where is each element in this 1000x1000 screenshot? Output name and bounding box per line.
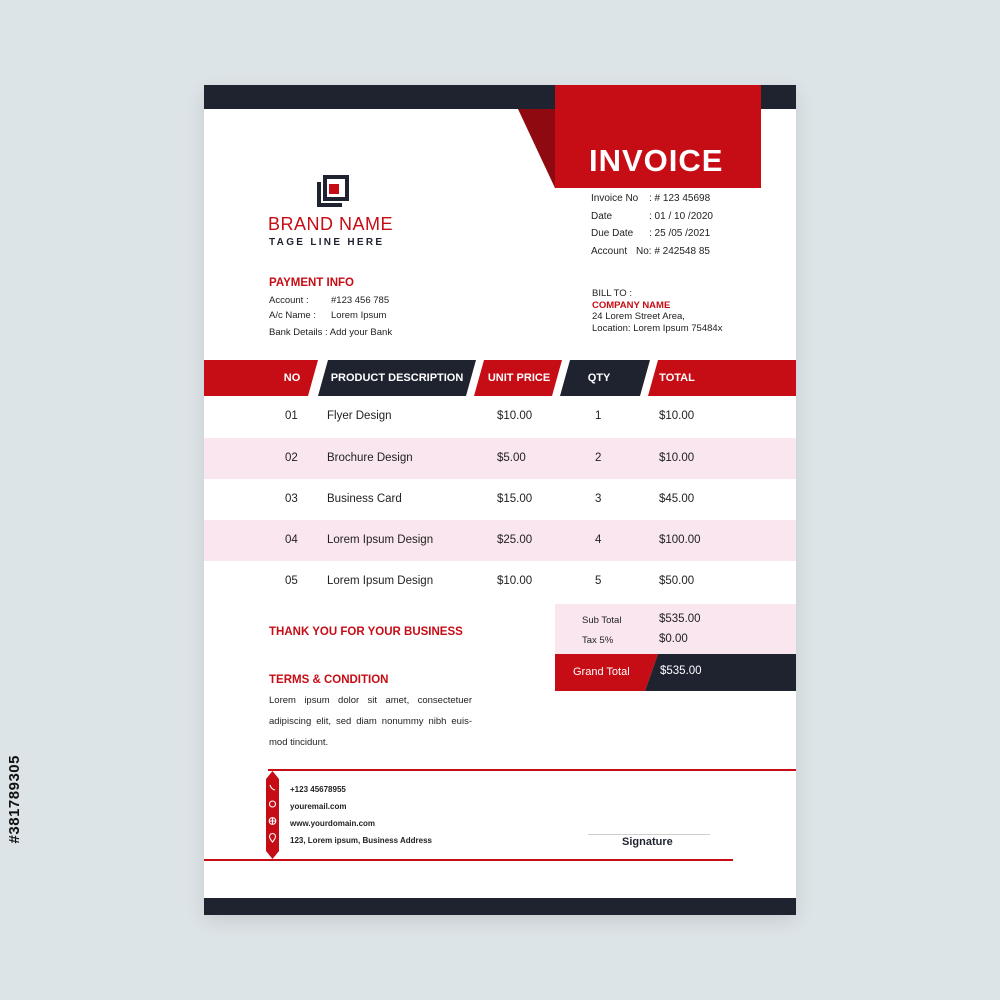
row-description: Business Card — [327, 493, 402, 505]
brand-logo-icon — [316, 174, 350, 208]
payment-ac-name: A/c Name : Lorem Ipsum — [269, 310, 387, 321]
table-row — [204, 438, 796, 479]
table-row — [204, 520, 796, 561]
table-row — [204, 561, 796, 602]
stock-id-text: #381789305 — [6, 755, 23, 844]
row-total: $50.00 — [659, 575, 695, 587]
meta-row-account: Account No: # 242548 85 — [591, 245, 710, 257]
row-unit-price: $25.00 — [497, 534, 533, 546]
tax-value: $0.00 — [659, 633, 688, 645]
row-no: 01 — [285, 410, 298, 422]
signature-label: Signature — [622, 836, 673, 848]
subtotal-box — [555, 604, 796, 654]
row-unit-price: $5.00 — [497, 452, 526, 464]
invoice-sheet — [204, 85, 796, 915]
row-description: Lorem Ipsum Design — [327, 534, 434, 546]
contact-phone: +123 45678955 — [290, 785, 346, 794]
meta-row-date: Date : 01 / 10 /2020 — [591, 210, 713, 222]
invoice-meta — [591, 193, 713, 263]
tax-label: Tax 5% — [582, 635, 614, 646]
brand-name: BRAND NAME — [268, 214, 394, 234]
row-description: Brochure Design — [327, 452, 413, 464]
payment-info — [269, 293, 392, 340]
row-description: Flyer Design — [327, 410, 392, 422]
row-no: 02 — [285, 452, 298, 464]
footer-divider-top — [268, 769, 796, 771]
row-unit-price: $15.00 — [497, 493, 533, 505]
row-no: 03 — [285, 493, 298, 505]
row-qty: 5 — [595, 575, 602, 587]
row-description: Lorem Ipsum Design — [327, 575, 434, 587]
col-header-total: TOTAL — [659, 372, 695, 384]
row-total: $10.00 — [659, 410, 695, 422]
col-header-no: NO — [283, 372, 301, 384]
payment-account: Account : #123 456 785 — [269, 295, 390, 306]
grand-total-label: Grand Total — [573, 666, 630, 678]
signature-line — [588, 834, 710, 835]
row-total: $45.00 — [659, 493, 695, 505]
bill-to — [592, 288, 722, 334]
contact-ribbon — [266, 771, 279, 859]
brand-tagline: TAGE LINE HERE — [269, 237, 385, 248]
bottom-dark-bar — [204, 898, 796, 915]
bill-to-address2: Location: Lorem Ipsum 75484x — [592, 322, 723, 334]
contact-website: www.yourdomain.com — [290, 819, 376, 828]
row-no: 05 — [285, 575, 298, 587]
row-qty: 2 — [595, 452, 602, 464]
col-header-description: PRODUCT DESCRIPTION — [330, 372, 464, 384]
grand-total-value: $535.00 — [660, 665, 702, 677]
row-qty: 3 — [595, 493, 602, 505]
meta-row-due-date: Due Date : 25 /05 /2021 — [591, 228, 711, 239]
table-row — [204, 396, 796, 437]
row-total: $100.00 — [659, 534, 701, 546]
table-row — [204, 479, 796, 520]
terms-title: TERMS & CONDITION — [269, 674, 389, 686]
subtotal-value: $535.00 — [659, 613, 701, 625]
footer-divider-bottom — [204, 859, 733, 861]
bill-to-company: COMPANY NAME — [592, 299, 671, 311]
row-unit-price: $10.00 — [497, 575, 533, 587]
payment-bank-details: Bank Details : Add your Bank — [269, 327, 393, 338]
bill-to-label: BILL TO : — [592, 288, 632, 299]
col-header-qty: QTY — [587, 372, 611, 384]
row-qty: 1 — [595, 410, 602, 422]
row-total: $10.00 — [659, 452, 695, 464]
invoice-title: INVOICE — [589, 143, 724, 178]
col-header-unit-price: UNIT PRICE — [487, 372, 551, 384]
payment-info-title: PAYMENT INFO — [269, 277, 354, 289]
thank-you-text: THANK YOU FOR YOUR BUSINESS — [269, 626, 463, 638]
meta-row-invoice-no: Invoice No : # 123 45698 — [591, 193, 711, 204]
contact-info — [290, 784, 432, 852]
contact-address: 123, Lorem ipsum, Business Address — [290, 836, 432, 845]
row-qty: 4 — [595, 534, 602, 546]
row-unit-price: $10.00 — [497, 410, 533, 422]
bill-to-address1: 24 Lorem Street Area, — [592, 311, 685, 322]
contact-email: youremail.com — [290, 802, 347, 811]
terms-body: Lorem ipsum dolor sit amet, consectetuer adipiscing elit, sed diam nonummy nibh euis- mod tincidunt. — [269, 695, 472, 748]
row-no: 04 — [285, 534, 298, 546]
subtotal-label: Sub Total — [582, 615, 622, 626]
